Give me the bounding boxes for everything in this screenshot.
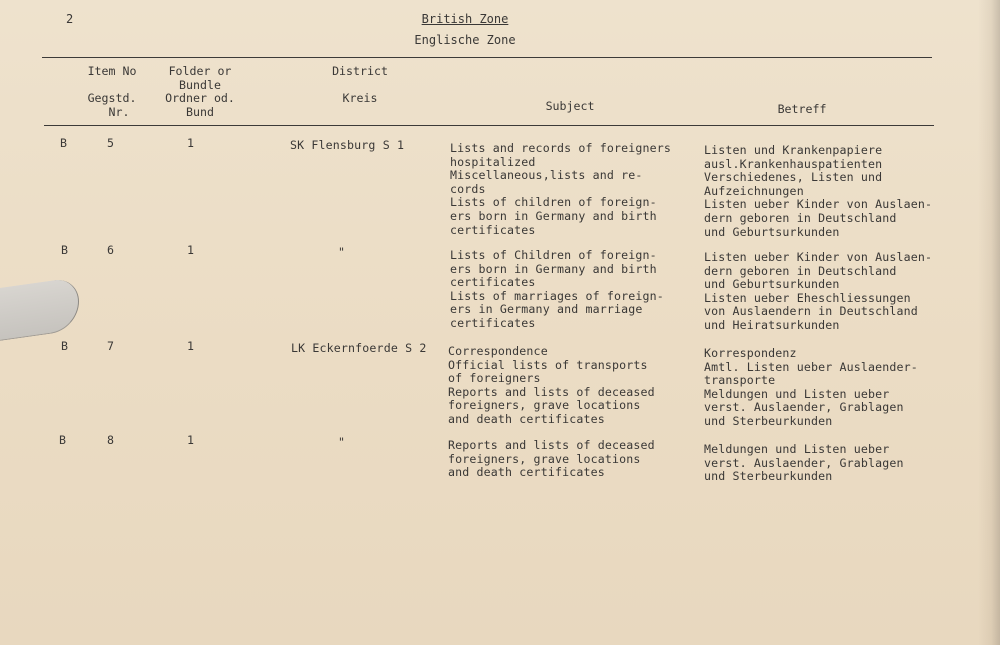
row-subject: Lists and records of foreigners hospitalized Miscellaneous,lists and re- cords Lists of children of foreign- ers born in Germany and birth certificates xyxy=(450,141,672,237)
row-district: SK Flensburg S 1 xyxy=(290,138,405,152)
page-number: 2 xyxy=(66,12,74,26)
row-folder: 1 xyxy=(187,339,195,353)
row-series: B xyxy=(59,433,67,447)
row-item-number: 8 xyxy=(107,433,115,447)
row-series: B xyxy=(61,243,69,257)
row-betreff: Meldungen und Listen ueber verst. Auslaender, Grablagen und Sterbeurkunden xyxy=(704,442,904,484)
column-header-subject: Subject xyxy=(545,99,595,113)
row-series: B xyxy=(60,136,68,150)
column-header-item: Item No Gegstd. Nr. xyxy=(87,64,137,119)
header-top-rule xyxy=(42,57,932,58)
row-district: " xyxy=(338,435,346,449)
row-betreff: Listen ueber Kinder von Auslaen- dern geboren in Deutschland und Geburtsurkunden Listen ueber Eheschliessungen von Auslaendern in Deutschland und Heiratsurkunden xyxy=(704,250,933,332)
column-header-folder: Folder or Bundle Ordner od. Bund xyxy=(165,64,235,119)
row-folder: 1 xyxy=(187,136,195,150)
zone-title: British Zone xyxy=(421,12,509,26)
row-series: B xyxy=(61,339,69,353)
row-subject: Lists of Children of foreign- ers born in Germany and birth certificates Lists of marriages of foreign- ers in Germany and marriage certificates xyxy=(450,248,664,330)
row-district: LK Eckernfoerde S 2 xyxy=(291,341,427,355)
header-bottom-rule xyxy=(44,125,934,126)
row-district: " xyxy=(338,245,346,259)
row-item-number: 6 xyxy=(107,243,115,257)
row-betreff: Korrespondenz Amtl. Listen ueber Auslaender- transporte Meldungen und Listen ueber verst. Auslaender, Grablagen und Sterbeurkunden xyxy=(704,346,918,428)
row-betreff: Listen und Krankenpapiere ausl.Krankenhauspatienten Verschiedenes, Listen und Aufzeichnungen Listen ueber Kinder von Auslaen- dern geboren in Deutschland und Geburtsurkunden xyxy=(704,143,933,239)
row-item-number: 5 xyxy=(107,136,115,150)
row-folder: 1 xyxy=(187,433,195,447)
row-folder: 1 xyxy=(187,243,195,257)
row-subject: Correspondence Official lists of transports of foreigners Reports and lists of deceased foreigners, grave locations and death certificates xyxy=(448,344,655,426)
row-subject: Reports and lists of deceased foreigners, grave locations and death certificates xyxy=(448,438,655,480)
zone-subtitle: Englische Zone xyxy=(414,33,516,47)
column-header-betreff: Betreff xyxy=(777,102,827,116)
column-header-district: District Kreis xyxy=(332,64,388,106)
page-edge-shadow xyxy=(978,0,1000,645)
paper-clip-tab xyxy=(0,277,79,343)
row-item-number: 7 xyxy=(107,339,115,353)
